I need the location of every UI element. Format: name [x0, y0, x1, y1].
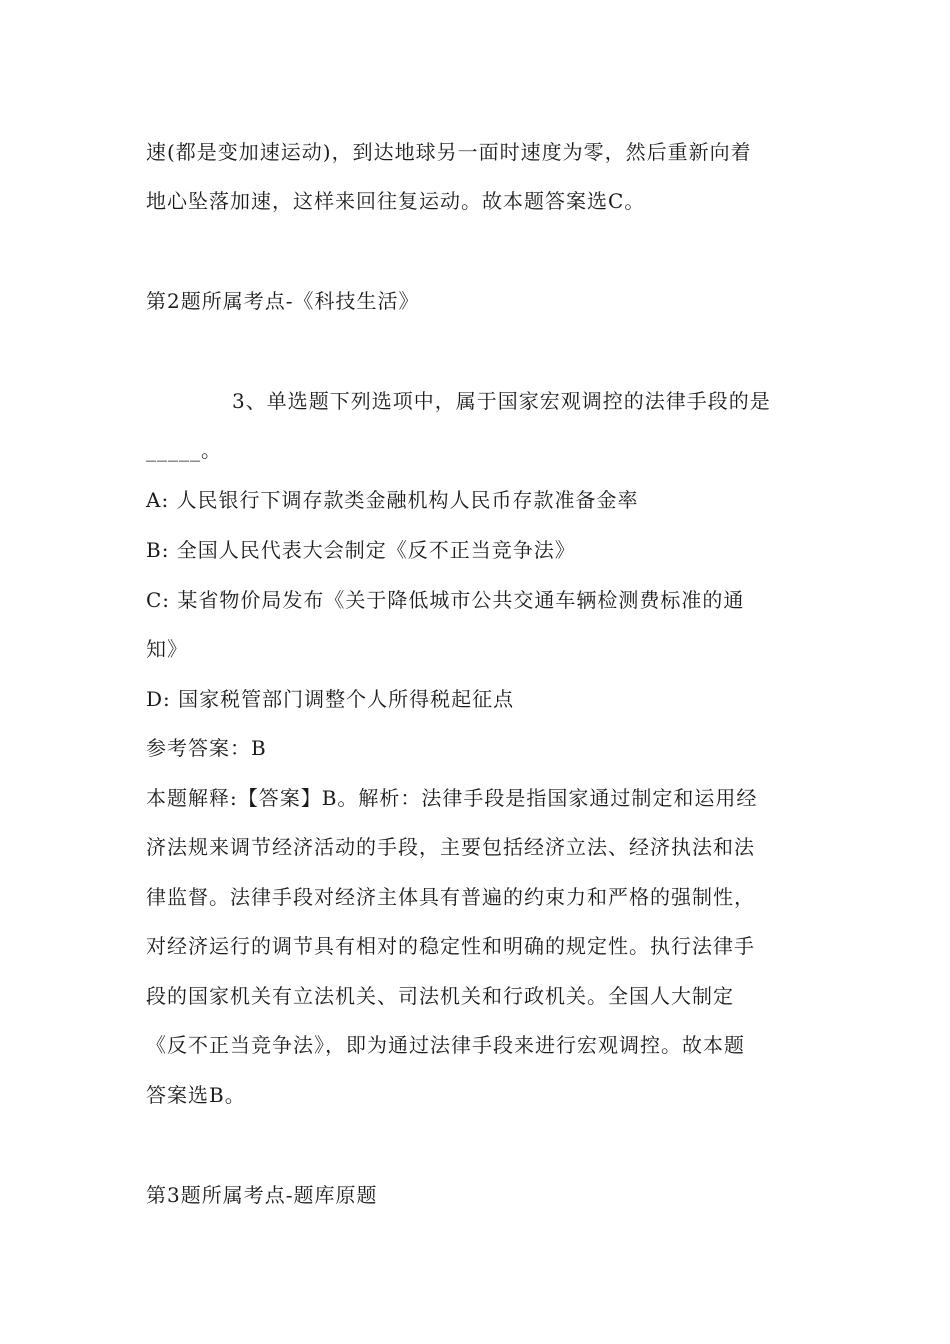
q3-explanation-line-3: 律监督。法律手段对经济主体具有普遍的约束力和严格的强制性，	[146, 885, 755, 909]
q3-option-c-line-1: C: 某省物价局发布《关于降低城市公共交通车辆检测费标准的通	[146, 588, 745, 612]
q3-explanation-line-4: 对经济运行的调节具有相对的稳定性和明确的规定性。执行法律手	[146, 934, 755, 958]
q3-topic: 第3题所属考点-题库原题	[146, 1183, 378, 1207]
q3-option-d: D: 国家税管部门调整个人所得税起征点	[146, 687, 515, 711]
q3-stem-line-2: _____。	[146, 438, 222, 462]
q3-stem-line-1: 3、单选题下列选项中，属于国家宏观调控的法律手段的是	[232, 389, 771, 413]
prev-explanation-line-1: 速(都是变加速运动)，到达地球另一面时速度为零，然后重新向着	[146, 140, 752, 164]
q3-explanation-line-2: 济法规来调节经济活动的手段，主要包括经济立法、经济执法和法	[146, 835, 755, 859]
q3-explanation-line-7: 答案选B。	[146, 1083, 246, 1107]
q3-explanation-line-1: 本题解释:【答案】B。解析：法律手段是指国家通过制定和运用经	[146, 786, 758, 810]
q3-option-b: B: 全国人民代表大会制定《反不正当竞争法》	[146, 538, 576, 562]
q3-answer: 参考答案：B	[146, 736, 267, 760]
prev-explanation-line-2: 地心坠落加速，这样来回往复运动。故本题答案选C。	[146, 189, 646, 213]
q3-option-c-line-2: 知》	[146, 637, 188, 661]
q2-topic: 第2题所属考点-《科技生活》	[146, 289, 420, 313]
q3-option-a: A: 人民银行下调存款类金融机构人民币存款准备金率	[146, 488, 639, 512]
q3-explanation-line-5: 段的国家机关有立法机关、司法机关和行政机关。全国人大制定	[146, 984, 734, 1008]
q3-explanation-line-6: 《反不正当竞争法》，即为通过法律手段来进行宏观调控。故本题	[146, 1033, 745, 1057]
